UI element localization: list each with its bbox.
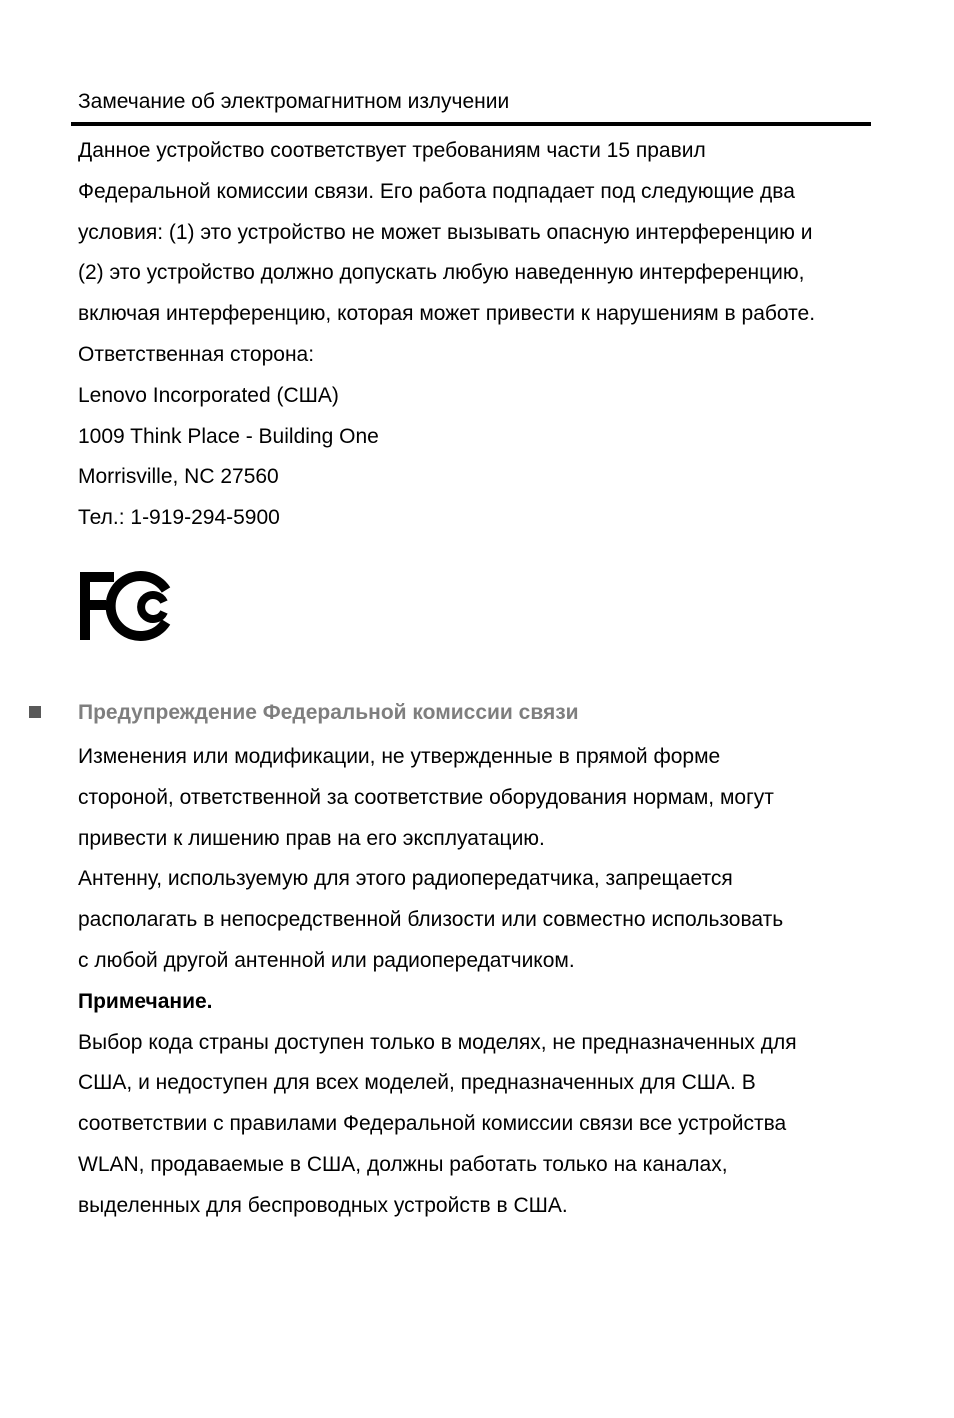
note-label: Примечание. bbox=[78, 989, 213, 1013]
phone-number: Тел.: 1-919-294-5900 bbox=[78, 506, 280, 530]
compliance-line: Данное устройство соответствует требованиям части 15 правил bbox=[78, 139, 706, 162]
antenna-line: с любой другой антенной или радиопередатчиком. bbox=[78, 948, 575, 972]
compliance-line: Федеральной комиссии связи. Его работа подпадает под следующие два bbox=[78, 179, 795, 203]
city-address: Morrisville, NC 27560 bbox=[78, 465, 279, 489]
antenna-line: Антенну, используемую для этого радиопередатчика, запрещается bbox=[78, 867, 733, 891]
title-underline-divider bbox=[71, 122, 871, 126]
page-title: Замечание об электромагнитном излучении bbox=[78, 90, 510, 113]
note-line: Выбор кода страны доступен только в моделях, не предназначенных для bbox=[78, 1030, 797, 1054]
compliance-line: включая интерференцию, которая может привести к нарушениям в работе. bbox=[78, 302, 816, 326]
warning-line: привести к лишению прав на его эксплуатацию. bbox=[78, 826, 545, 850]
square-bullet-icon bbox=[29, 706, 41, 718]
note-line: США, и недоступен для всех моделей, предназначенных для США. В bbox=[78, 1071, 756, 1095]
note-line: WLAN, продаваемые в США, должны работать только на каналах, bbox=[78, 1152, 728, 1176]
fcc-logo-icon bbox=[78, 570, 174, 642]
note-line: соответствии с правилами Федеральной комиссии связи все устройства bbox=[78, 1112, 787, 1136]
note-line: выделенных для беспроводных устройств в США. bbox=[78, 1193, 568, 1217]
compliance-section bbox=[78, 131, 878, 539]
compliance-line: условия: (1) это устройство не может вызывать опасную интерференцию и bbox=[78, 220, 813, 244]
warning-line: стороной, ответственной за соответствие оборудования нормам, могут bbox=[78, 785, 774, 809]
warning-section bbox=[78, 737, 878, 1227]
warning-line: Изменения или модификации, не утвержденные в прямой форме bbox=[78, 745, 721, 768]
company-name: Lenovo Incorporated (США) bbox=[78, 383, 339, 407]
responsible-party-label: Ответственная сторона: bbox=[78, 342, 315, 366]
compliance-line: (2) это устройство должно допускать любую наведенную интерференцию, bbox=[78, 261, 805, 285]
antenna-line: располагать в непосредственной близости или совместно использовать bbox=[78, 908, 784, 932]
street-address: 1009 Think Place - Building One bbox=[78, 424, 379, 448]
section-heading: Предупреждение Федеральной комиссии связи bbox=[78, 701, 579, 724]
